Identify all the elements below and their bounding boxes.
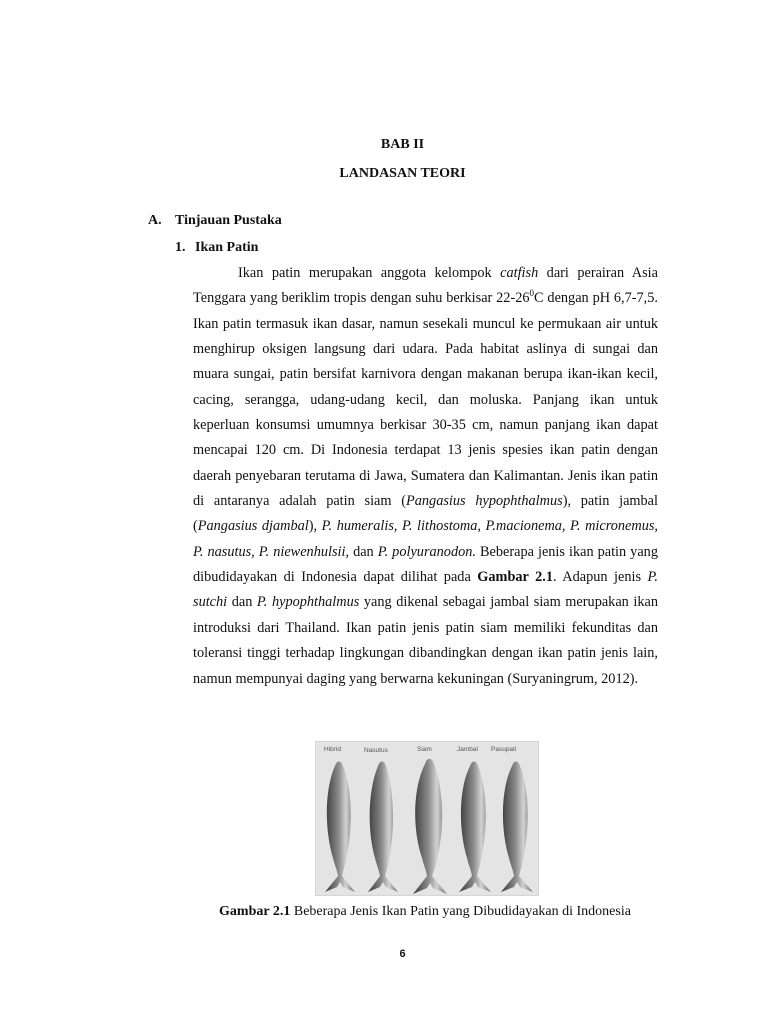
page-number: 6 bbox=[399, 948, 406, 960]
chapter-title: BAB II bbox=[380, 137, 425, 152]
fish-label-2: Nasutus bbox=[364, 747, 388, 754]
caption-text: Beberapa Jenis Ikan Patin yang Dibudidayakan di Indonesia bbox=[290, 904, 631, 919]
species-list: P. humeralis, P. lithostoma, P.macionema, P. micronemus, P. nasutus, P. niewenhulsii, bbox=[193, 518, 658, 560]
subsection-number: 1. bbox=[175, 240, 186, 255]
figure-caption bbox=[0, 904, 768, 920]
species-name: Pangasius hypophthalmus bbox=[406, 493, 563, 510]
subsection-title: Ikan Patin bbox=[195, 240, 259, 255]
fish-pasupati bbox=[501, 762, 533, 893]
section-number: A. bbox=[148, 213, 162, 228]
figure-reference: Gambar 2.1 bbox=[477, 569, 554, 586]
degree-superscript: 0 bbox=[529, 288, 535, 299]
fish-label-5: Pasupati bbox=[491, 746, 517, 753]
species-name: P. hypophthalmus bbox=[256, 594, 360, 611]
species-name: P. sutchi bbox=[193, 569, 659, 611]
body-paragraph: Ikan patin merupakan anggota kelompok catfish dari perairan Asia Tenggara yang beriklim tropis dengan suhu berkisar $22-26^0C$ dengan pH 6,7-7,5. Ikan patin termasuk ikan dasar, namun sesekali muncul ke permukaan air untuk menghirup oksigen langsung dari udara. Pada habitat aslinya di sungai dan muara sungai, patin bersifat karnivora dengan makanan berupa ikan-ikan kecil, cacing, serangga, udang-udang kecil, dan moluska. Panjang ikan untuk keperluan konsumsi umumnya berkisar 30-35 cm, namun panjang ikan dapat mencapai 120 cm. Di Indonesia terdapat 13 jenis spesies ikan patin dengan daerah penyebaran terutama di Jawa, Sumatera dan Kalimantan. Jenis ikan patin di antaranya adalah patin siam (Pangasius hypophthalmus), patin jambal (Pangasius djambal), P. humeralis, P. lithostoma, P.macionema, P. micronemus, P. nasutus, P. niewenhulsii, dan P. polyuranodon. Beberapa jenis ikan patin yang dibudidayakan di Indonesia dapat dilihat pada Gambar 2.1. Adapun jenis P. sutchi dan P. hypophthalmus yang dikenal sebagai jambal siam merupakan ikan introduksi dari Thailand. Ikan patin jenis patin siam memiliki fekunditas dan toleransi tinggi terhadap lingkungan dibandingkan dengan ikan patin jenis lain, namun mempunyai daging yang berwarna kekuningan (Suryaningrum, 2012). bbox=[193, 265, 659, 687]
term-catfish: catfish bbox=[500, 265, 539, 281]
fish-label-1: Hibrid bbox=[324, 746, 341, 753]
fish-label-4: Jambal bbox=[457, 746, 478, 753]
section-title: Tinjauan Pustaka bbox=[175, 213, 282, 228]
fish-siam bbox=[413, 759, 447, 894]
section-heading bbox=[148, 213, 282, 229]
fish-jambal bbox=[459, 762, 491, 893]
caption-label: Gambar 2.1 bbox=[219, 904, 291, 919]
species-name: Pangasius djambal bbox=[197, 518, 309, 535]
figure-image-patin-species bbox=[315, 741, 539, 896]
subsection-heading bbox=[175, 240, 258, 256]
fish-nasutus bbox=[368, 762, 398, 893]
fish-hibrid bbox=[325, 762, 355, 893]
species-name: P. polyuranodon. bbox=[377, 543, 476, 560]
chapter-subtitle: LANDASAN TEORI bbox=[339, 166, 466, 181]
fish-label-3: Siam bbox=[417, 746, 432, 753]
